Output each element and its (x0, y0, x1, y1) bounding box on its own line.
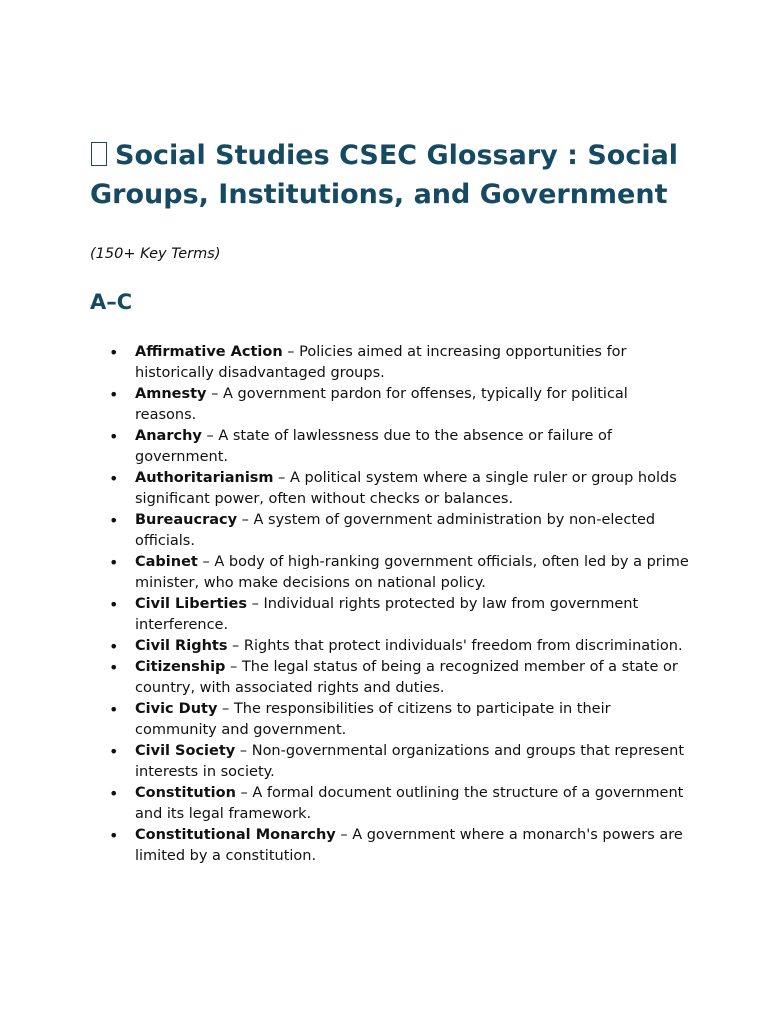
glossary-item (109, 594, 690, 636)
glossary-definition: A government pardon for offenses, typically for political reasons. (135, 386, 628, 423)
term-separator: – (273, 470, 291, 486)
glossary-term: Bureaucracy (135, 512, 238, 528)
glossary-definition: A government where a monarch's powers are limited by a constitution. (135, 827, 683, 864)
glossary-item (109, 384, 690, 426)
glossary-item (109, 552, 690, 594)
term-separator: – (235, 743, 252, 759)
glossary-definition: The responsibilities of citizens to participate in their community and government. (135, 701, 611, 738)
glossary-term: Affirmative Action (135, 344, 283, 360)
glossary-definition: A system of government administration by non-elected officials. (135, 512, 656, 549)
glossary-definition: Non-governmental organizations and groups that represent interests in society. (135, 743, 684, 780)
section-heading: A–C (90, 290, 133, 314)
term-separator: – (235, 785, 253, 801)
glossary-term: Citizenship (135, 659, 226, 675)
glossary-item (109, 342, 690, 384)
glossary-item (109, 657, 690, 699)
term-separator: – (247, 596, 264, 612)
term-separator: – (227, 638, 244, 654)
bullet-icon: • (109, 826, 119, 845)
term-separator: – (225, 659, 242, 675)
bullet-icon: • (109, 637, 119, 656)
glossary-term: Civil Society (135, 743, 236, 759)
bullet-icon: • (109, 343, 119, 362)
glossary-definition: The legal status of being a recognized member of a state or country, with associated rights and duties. (135, 659, 678, 696)
term-separator: – (201, 428, 219, 444)
bullet-icon: • (109, 511, 119, 530)
document-page (90, 136, 690, 867)
page-subtitle: (150+ Key Terms) (90, 246, 221, 262)
missing-glyph-icon (91, 142, 107, 166)
glossary-definition: A political system where a single ruler or group holds significant power, often without checks or balances. (135, 470, 677, 507)
glossary-term: Constitutional Monarchy (135, 827, 336, 843)
term-separator: – (206, 386, 223, 402)
bullet-icon: • (109, 595, 119, 614)
bullet-icon: • (109, 742, 119, 761)
bullet-icon: • (109, 469, 119, 488)
term-separator: – (237, 512, 254, 528)
term-separator: – (335, 827, 353, 843)
glossary-term: Civic Duty (135, 701, 218, 717)
glossary-item (109, 510, 690, 552)
bullet-icon: • (109, 553, 119, 572)
bullet-icon: • (109, 658, 119, 677)
glossary-definition: Policies aimed at increasing opportunities for historically disadvantaged groups. (135, 344, 627, 381)
glossary-term: Civil Liberties (135, 596, 247, 612)
page-title-text: Social Studies CSEC Glossary : Social Groups, Institutions, and Government (90, 140, 679, 210)
bullet-icon: • (109, 700, 119, 719)
glossary-item (109, 825, 690, 867)
glossary-item (109, 699, 690, 741)
glossary-definition: Individual rights protected by law from government interference. (135, 596, 639, 633)
glossary-item (109, 741, 690, 783)
glossary-term: Anarchy (135, 428, 202, 444)
glossary-definition: A state of lawlessness due to the absence or failure of government. (135, 428, 613, 465)
glossary-item (109, 783, 690, 825)
glossary-term-list (90, 342, 690, 867)
page-title (90, 136, 690, 214)
glossary-item (109, 468, 690, 510)
glossary-definition: A body of high-ranking government officials, often led by a prime minister, who make decisions on national policy. (135, 554, 689, 591)
bullet-icon: • (109, 784, 119, 803)
term-separator: – (282, 344, 300, 360)
bullet-icon: • (109, 427, 119, 446)
term-separator: – (217, 701, 234, 717)
glossary-term: Amnesty (135, 386, 207, 402)
glossary-term: Cabinet (135, 554, 198, 570)
glossary-definition: A formal document outlining the structure of a government and its legal framework. (135, 785, 684, 822)
glossary-item (109, 636, 690, 657)
glossary-definition: Rights that protect individuals' freedom from discrimination. (243, 638, 683, 654)
term-separator: – (197, 554, 215, 570)
glossary-item (109, 426, 690, 468)
bullet-icon: • (109, 385, 119, 404)
glossary-term: Constitution (135, 785, 236, 801)
glossary-term: Authoritarianism (135, 470, 274, 486)
glossary-term: Civil Rights (135, 638, 228, 654)
